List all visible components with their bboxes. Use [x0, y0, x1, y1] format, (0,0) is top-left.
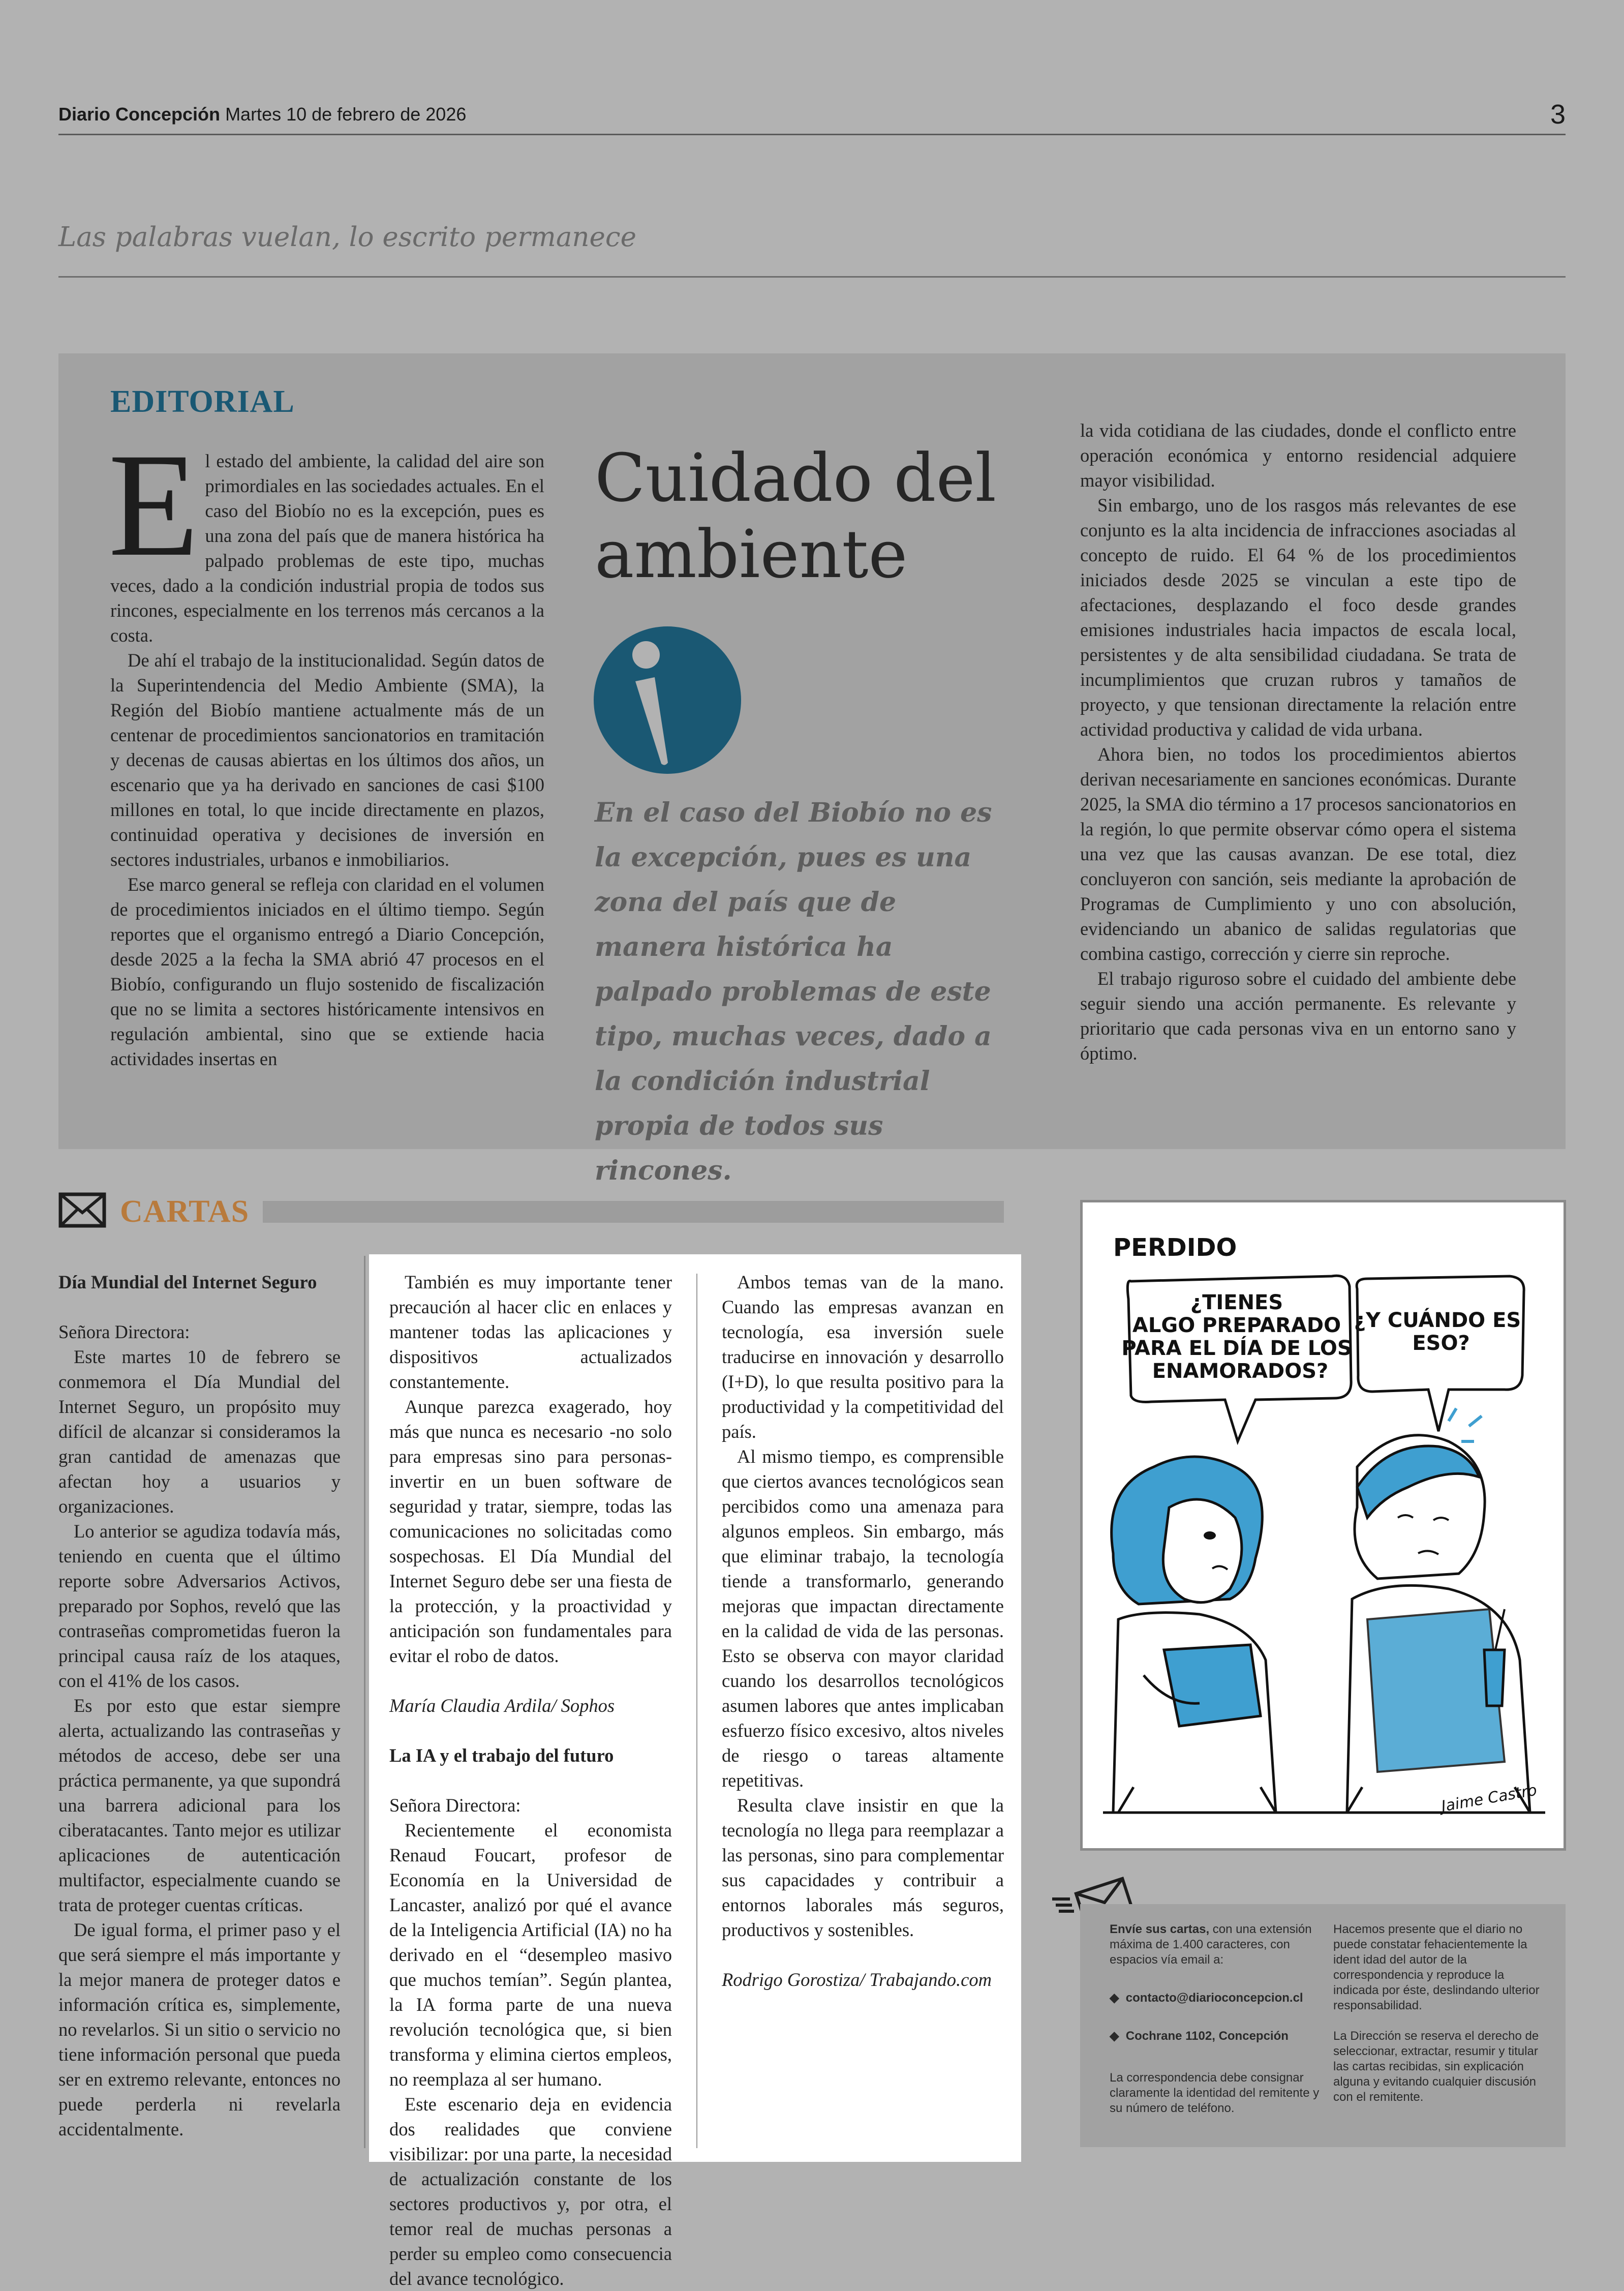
editorial-paragraph: la vida cotidiana de las ciudades, donde el conflicto entre operación económica y entorno residencial adquiere mayor visibilidad.: [1080, 420, 1516, 491]
editorial-paragraph: De ahí el trabajo de la institucionalidad. Según datos de la Superintendencia del Medio Ambiente (SMA), la Región del Biobío mantiene actualmente más de un centenar de procedimientos sancionatorios en tramitación y decenas de causas abiertas en los últimos dos años, un escenario que ya ha derivado en sanciones de casi $100 millones en total, lo que incide directamente en plazos, continuidad operativa y decisiones de inversión en sectores industriales, urbanos e inmobiliarios.: [110, 650, 544, 870]
comic-strip: [1080, 1200, 1566, 1851]
send-letters-label: Envíe sus cartas, con una extensión máxima de 1.400 caracteres, con espacios vía email a:: [1110, 1922, 1312, 1967]
info-icon: [594, 626, 741, 774]
column-divider: [364, 1256, 365, 2148]
running-header: [58, 104, 466, 125]
letter-paragraph: De igual forma, el primer paso y el que será siempre el más importante y la mejor manera de proteger datos e información crítica es, simplemente, no revelarlos. Si un sitio o servicio no tiene información personal que pueda ser en extremo relevante, entonces no puede perderla ni revelarla accidentalmente.: [58, 1919, 341, 2139]
letters-requirement-note: La correspondencia debe consignar claramente la identidad del remitente y su número de teléfono.: [1110, 2071, 1320, 2115]
drop-cap: E: [108, 423, 199, 587]
editorial-paragraph: Sin embargo, uno de los rasgos más relevantes de ese conjunto es la alta incidencia de infracciones asociadas al concepto de ruido. El 64 % de los procedimientos iniciados desde 2025 se vinculan a este tipo de afectaciones, desplazando el foco desde grandes emisiones industriales hacia impactos de escala local, persistentes y de alta sensibilidad ciudadana. Se trata de incumplimientos que cruzan rubros y tamaños de proyecto, y que tensionan directamente la relación entre actividad productiva y calidad de vida urbana.: [1080, 495, 1516, 740]
letter-column-2: [389, 1270, 672, 2291]
letter-paragraph: Este martes 10 de febrero se conmemora el Día Mundial del Internet Seguro, un propósito muy difícil de alcanzar si consideramos la gran cantidad de amenazas que afectan hoy a usuarios y organizaciones.: [58, 1346, 341, 1517]
letter-paragraph: Lo anterior se agudiza todavía más, teniendo en cuenta que el último reporte sobre Adversarios Activos, preparado por Sophos, reveló que las contraseñas comprometidas fueron la principal causa raíz de los ataques, con el 41% de los casos.: [58, 1521, 341, 1691]
letter-paragraph: Recientemente el economista Renaud Foucart, profesor de Economía en la Universidad de Lancaster, analizó por qué el avance de la Inteligencia Artificial (IA) no ha derivado en el “desempleo masivo que muchos temían”. Según plantea, la IA forma parte de una nueva revolución tecnológica que, si bien transforma y elimina ciertos empleos, no reemplaza al ser humano.: [389, 1820, 672, 2090]
section-tagline: Las palabras vuelan, lo escrito permanece: [58, 222, 636, 253]
speech-bubble-left-text: ¿TIENES ALGO PREPARADO PARA EL DÍA DE LOS ENAMORADOS?: [1121, 1291, 1352, 1383]
letter-paragraph: Este escenario deja en evidencia dos realidades que conviene visibilizar: por una parte, la necesidad de actualización constante de los sectores productivos y, por otra, el temor real de muchas personas a perder su empleo como consecuencia del avance tecnológico.: [389, 2094, 672, 2289]
column-divider: [696, 1274, 697, 2148]
letters-info-left: [1110, 1922, 1323, 2116]
contact-address: ◆ Cochrane 1102, Concepción: [1110, 2029, 1289, 2043]
letter-signature: María Claudia Ardila/ Sophos: [389, 1695, 615, 1716]
editorial-paragraph: El estado del ambiente, la calidad del aire son primordiales en las sociedades actuales. En el caso del Biobío no es la excepción, pues es una zona del país que de manera histórica ha palpado problemas de este tipo, muchas veces, dado a la condición industrial propia de todos sus rincones, especialmente en los terrenos más cercanos a la costa.: [108, 423, 544, 646]
letter-paragraph: Aunque parezca exagerado, hoy más que nunca es necesario -no solo para empresas sino para personas- invertir en un buen software de seguridad y tratar, siempre, todas las comunicaciones no solicitadas como sospechosas. El Día Mundial del Internet Seguro debe ser una fiesta de la protección, y la proactividad y anticipación son fundamentales para evitar el robo de datos.: [389, 1396, 672, 1666]
letters-editorial-rights: La Dirección se reserva el derecho de seleccionar, extractar, resumir y titular las cartas recibidas, sin explicación alguna y evitando cualquier discusión con el remitente.: [1333, 2029, 1539, 2104]
letter-paragraph: Ambos temas van de la mano. Cuando las empresas avanzan en tecnología, esa inversión suele traducirse en innovación y desarrollo (I+D), lo que resulta positivo para la productividad y la competitividad del país.: [722, 1272, 1004, 1442]
header-rule: [58, 134, 1566, 135]
editorial-title: Cuidado del ambiente: [595, 439, 997, 593]
comic-woman-figure: [1112, 1457, 1276, 1813]
editorial-paragraph: El trabajo riguroso sobre el cuidado del ambiente debe seguir siendo una acción permanente. Es relevante y prioritario que cada personas viva en un entorno sano y óptimo.: [1080, 968, 1516, 1064]
letter-column-1: [58, 1270, 341, 2142]
speech-bubble-right-text: ¿Y CUÁNDO ES ESO?: [1354, 1309, 1521, 1355]
cartas-label: CARTAS: [120, 1194, 250, 1229]
page-number: 3: [1550, 99, 1566, 130]
envelope-icon: [58, 1192, 106, 1228]
letter-paragraph: También es muy importante tener precaución al hacer clic en enlaces y mantener todas las aplicaciones y dispositivos actualizados constantemente.: [389, 1272, 672, 1392]
letter-title: La IA y el trabajo del futuro: [389, 1745, 614, 1766]
editorial-pull-quote: En el caso del Biobío no es la excepción, pues es una zona del país que de manera histórica ha palpado problemas de este tipo, muchas veces, dado a la condición industrial propia de todos sus rincones.: [595, 797, 992, 1186]
letter-title: Día Mundial del Internet Seguro: [58, 1272, 317, 1292]
letters-disclaimer: Hacemos presente que el diario no puede constatar fehacientemente la ident idad del autor de la correspondencia y reproduce la indicada por éste, deslindando ulterior responsabilidad.: [1333, 1922, 1540, 2012]
editorial-label: EDITORIAL: [110, 384, 295, 419]
publication-name: Diario Concepción: [58, 104, 221, 125]
letters-info-right: [1333, 1922, 1547, 2105]
letter-signature: Rodrigo Gorostiza/ Trabajando.com: [722, 1969, 992, 1990]
cartas-header-bar: [263, 1201, 1004, 1223]
letter-paragraph: Es por esto que estar siempre alerta, actualizando las contraseñas y métodos de acceso, debe ser una práctica permanente, ya que supondrá una barrera adicional para los ciberatacantes. Tanto mejor es utilizar aplicaciones de autenticación multifactor, especialmente cuando se trata de proteger cuentas críticas.: [58, 1695, 341, 1915]
editorial-paragraph: Ese marco general se refleja con claridad en el volumen de procedimientos iniciados en el último tiempo. Según reportes que el organismo entregó a Diario Concepción, desde 2025 a la fecha la SMA abrió 47 procesos en el Biobío, configurando un flujo sostenido de fiscalización que no se limita a sectores históricamente intensivos en regulación ambiental, sino que se extiende hacia actividades insertas en: [110, 874, 544, 1069]
tagline-rule: [58, 276, 1566, 278]
comic-title: PERDIDO: [1113, 1233, 1237, 1262]
letter-paragraph: Al mismo tiempo, es comprensible que ciertos avances tecnológicos sean percibidos como una amenaza para algunos empleos. Sin embargo, más que eliminar trabajo, la tecnología tiende a transformarlo, generando mejoras que impactan directamente en la calidad de vida de las personas. Esto se observa con mayor claridad cuando los desarrollos tecnológicos asumen labores que antes implicaban esfuerzo físico excesivo, altos niveles de riesgo o tareas altamente repetitivas.: [722, 1446, 1004, 1791]
editorial-column-3: [1080, 418, 1516, 1066]
editorial-paragraph: Ahora bien, no todos los procedimientos abiertos derivan necesariamente en sanciones económicas. Durante 2025, la SMA dio término a 17 procesos sancionatorios en la región, lo que permite observar cómo opera el sistema una vez que las causas avanzan. De ese total, diez concluyeron con sanción, seis mediante la aprobación de Programas de Cumplimiento y uno con absolución, evidenciando un abanico de salidas regulatorias que combina castigo, corrección y cierre sin reproche.: [1080, 744, 1516, 964]
letter-salutation: Señora Directora:: [389, 1795, 521, 1816]
comic-illustration: [1083, 1202, 1564, 1848]
letter-paragraph: Resulta clave insistir en que la tecnología no llega para reemplazar a las personas, sino para complementar sus capacidades y contribuir a entornos laborales más seguros, productivos y sostenibles.: [722, 1795, 1004, 1940]
editorial-column-1: [108, 423, 544, 1071]
contact-email[interactable]: ◆ contacto@diarioconcepcion.cl: [1110, 1991, 1303, 2005]
comic-artist-signature: Jaime Castro: [1439, 1781, 1539, 1816]
comic-man-figure: [1347, 1408, 1530, 1813]
issue-date: Martes 10 de febrero de 2026: [225, 104, 467, 125]
letter-salutation: Señora Directora:: [58, 1321, 190, 1342]
letter-column-3: [722, 1270, 1004, 1992]
